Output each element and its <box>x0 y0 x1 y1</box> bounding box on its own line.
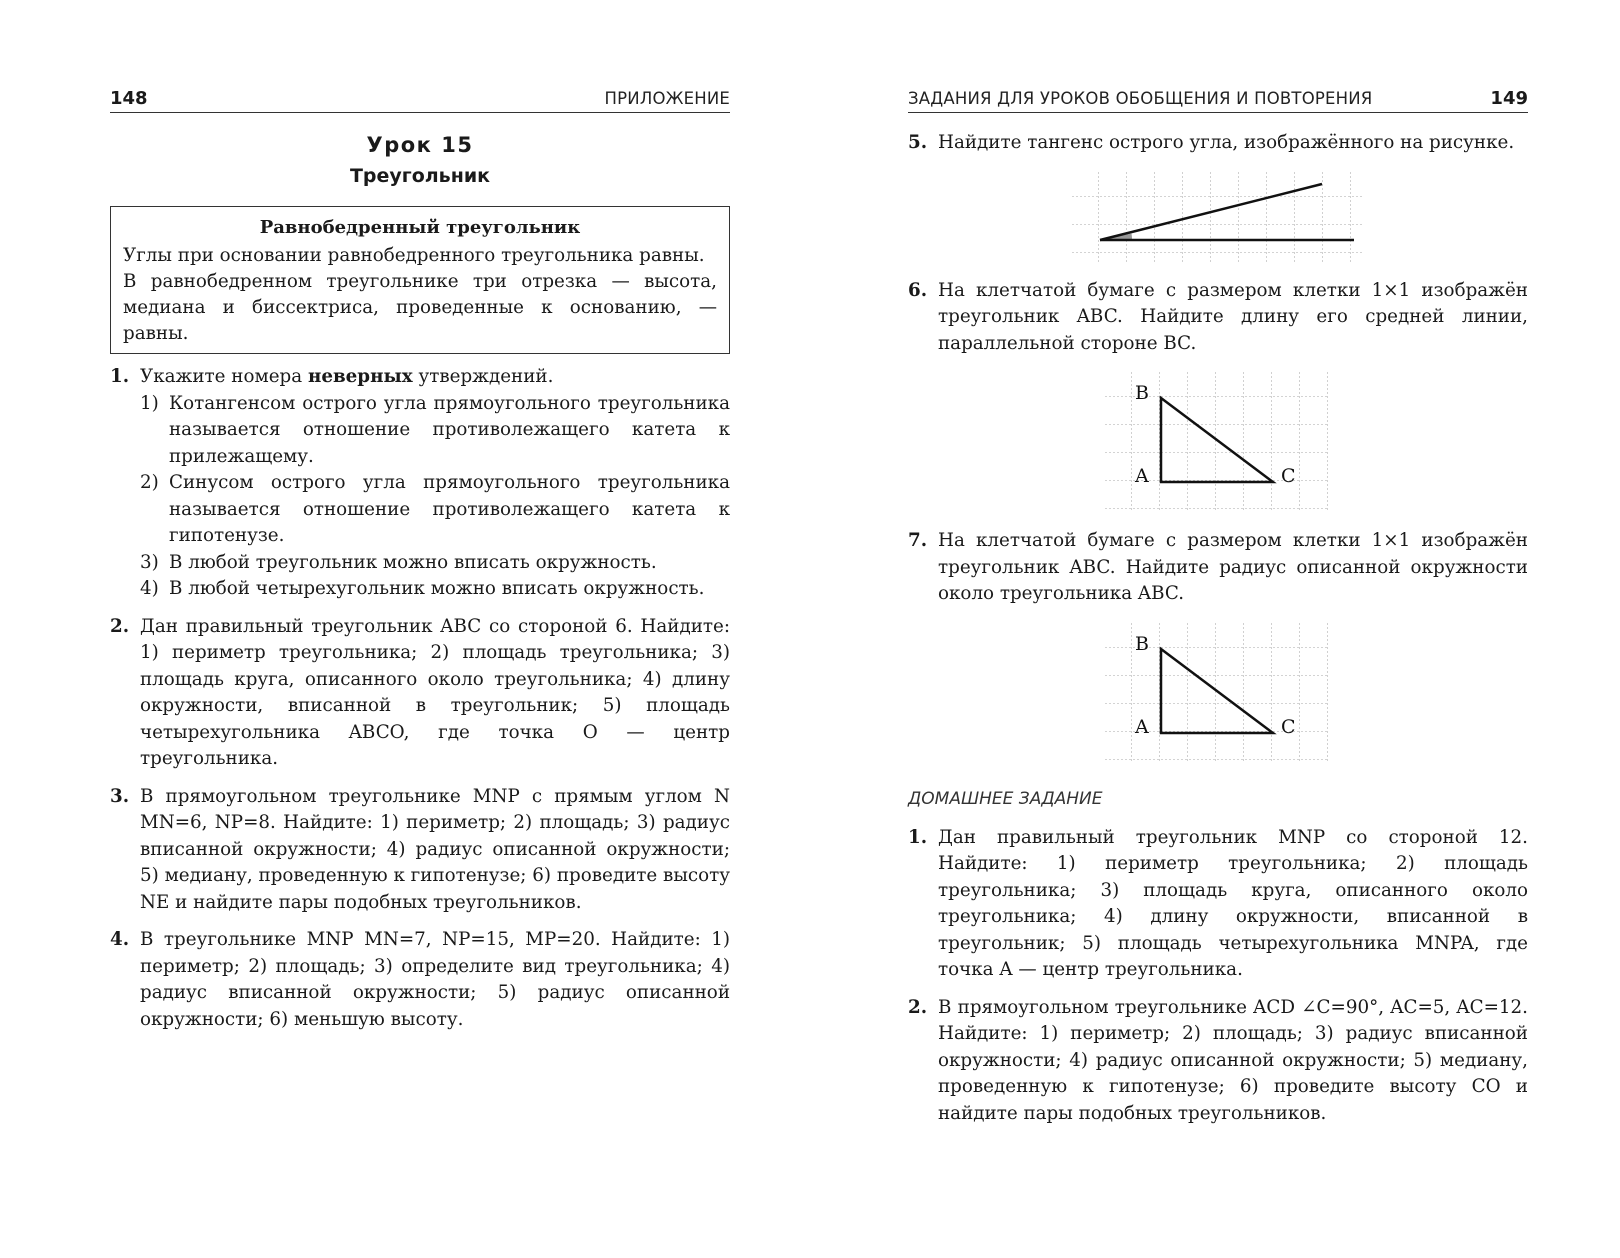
task-number: 2. <box>908 996 928 1018</box>
task-text: В прямоугольном треугольнике ACD ∠C=90°, AC=5, AC=12. Найдите: 1) периметр; 2) площадь; 3) радиус вписанной окружности; 4) радиус описанной окружности; 5) медиану, проведенную к гипотенузе; 6) проведите высоту CO и найдите пары подобных треугольников. <box>938 996 1528 1124</box>
statement-item <box>140 470 730 550</box>
statement-text: В любой треугольник можно вписать окружность. <box>169 551 657 573</box>
statement-text: В любой четырехугольник можно вписать окружность. <box>169 578 705 599</box>
task-number: 2. <box>110 615 130 637</box>
task-text: В треугольнике MNP MN=7, NP=15, MP=20. Найдите: 1) периметр; 2) площадь; 3) определите вид треугольника; 4) радиус вписанной окружности; 5) радиус описанной окружности; 6) меньшую высоту. <box>140 929 730 1030</box>
page-content <box>908 130 1528 1138</box>
task-number: 6. <box>908 279 928 301</box>
vertex-label-c: C <box>1281 465 1296 487</box>
statement-number: 4) <box>140 578 159 599</box>
task <box>908 528 1528 608</box>
task-body <box>140 364 730 603</box>
task <box>110 927 730 1033</box>
vertex-label-c: C <box>1281 715 1296 738</box>
lesson-subtitle: Треугольник <box>349 165 491 187</box>
task <box>110 784 730 917</box>
statement-item <box>140 550 730 577</box>
angle-grid-figure <box>1070 168 1366 264</box>
task-number: 1. <box>110 366 130 387</box>
task <box>110 364 730 603</box>
task-number: 5. <box>908 132 928 153</box>
task-number: 4. <box>110 929 130 950</box>
task-text: На клетчатой бумаге с размером клетки 1×1 изображён треугольник ABC. Найдите длину его средней линии, параллельной стороне BC. <box>938 279 1528 354</box>
triangle-grid-figure <box>1103 619 1333 765</box>
statement-number: 2) <box>140 472 159 493</box>
running-title: ЗАДАНИЯ ДЛЯ УРОКОВ ОБОБЩЕНИЯ И ПОВТОРЕНИЯ <box>908 89 1373 108</box>
vertex-label-b: B <box>1135 632 1149 655</box>
page-header <box>908 84 1528 113</box>
statement-text: Котангенсом острого угла прямоугольного треугольника называется отношение противолежащего катета к прилежащему. <box>169 392 730 467</box>
task-text: Дан правильный треугольник MNP со стороной 12. Найдите: 1) периметр треугольника; 2) площадь треугольника; 3) площадь круга, описанного около треугольника; 4) длину окружности, вписанной в треугольник; 5) площадь четырехугольника MNPA, где точка A — центр треугольника. <box>938 826 1528 980</box>
homework-heading: ДОМАШНЕЕ ЗАДАНИЕ <box>908 788 1103 809</box>
vertex-label-a: A <box>1135 715 1149 738</box>
statement-item <box>140 391 730 471</box>
theory-paragraph: В равнобедренном треугольнике три отрезка — высота, медиана и биссектриса, проведенные к основанию, — равны. <box>123 271 717 344</box>
triangle-grid-figure <box>1103 368 1333 514</box>
theory-paragraph: Углы при основании равнобедренного треугольника равны. <box>123 245 705 266</box>
running-title: ПРИЛОЖЕНИЕ <box>604 89 730 108</box>
task-lead-text: Укажите номера <box>140 366 308 387</box>
task-lead-text: утверждений. <box>412 366 554 387</box>
task-text: Дан правильный треугольник ABC со стороной 6. Найдите: 1) периметр треугольника; 2) площадь треугольника; 3) площадь круга, описанного около треугольника; 4) длину окружности, вписанной в треугольник; 5) площадь четырехугольника ABCO, где точка O — центр треугольника. <box>140 615 730 769</box>
statement-text: Синусом острого угла прямоугольного треугольника называется отношение противолежащего катета к гипотенузе. <box>169 472 730 546</box>
task-lead <box>140 364 730 391</box>
theory-title: Равнобедренный треугольник <box>259 217 581 238</box>
homework-task <box>908 825 1528 984</box>
task-lead-emphasis: неверных <box>307 366 413 387</box>
task-number: 7. <box>908 530 928 551</box>
task-number: 1. <box>908 826 928 848</box>
vertex-label-b: B <box>1135 382 1149 404</box>
task <box>908 278 1528 358</box>
task <box>110 614 730 773</box>
task-text: В прямоугольном треугольнике MNP с прямым углом N MN=6, NP=8. Найдите: 1) периметр; 2) площадь; 3) радиус вписанной окружности; 4) радиус описанной окружности; 5) медиану, проведенную к гипотенузе; 6) проведите высоту NE и найдите пары подобных треугольников. <box>140 785 730 913</box>
statement-number: 3) <box>140 551 159 573</box>
vertex-label-a: A <box>1135 465 1149 487</box>
page-header <box>110 84 730 113</box>
task-text: На клетчатой бумаге с размером клетки 1×1 изображён треугольник ABC. Найдите радиус описанной окружности около треугольника ABC. <box>938 530 1528 604</box>
task-text: Найдите тангенс острого угла, изображённого на рисунке. <box>938 132 1515 153</box>
page-number: 148 <box>110 88 148 109</box>
lesson-title: Урок 15 <box>366 133 474 157</box>
page-number: 149 <box>1490 88 1528 109</box>
task <box>908 130 1528 157</box>
theory-box <box>110 206 730 354</box>
statement-number: 1) <box>140 392 159 414</box>
homework-task <box>908 995 1528 1128</box>
statement-item <box>140 576 730 603</box>
page-content <box>110 130 730 1044</box>
task-number: 3. <box>110 785 130 807</box>
